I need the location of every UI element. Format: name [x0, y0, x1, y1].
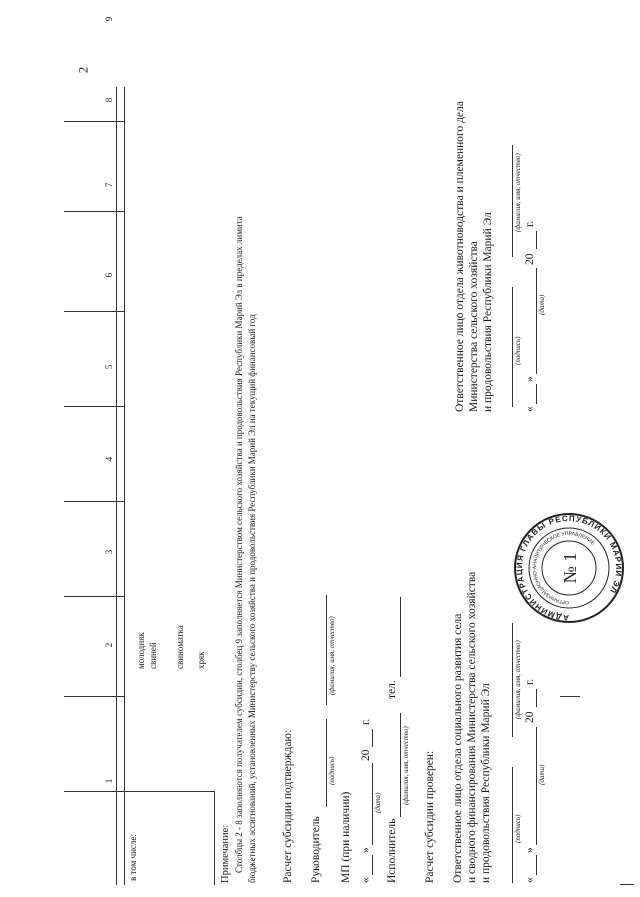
left-official-line-2: и сводного финансирования Министерства сельского хозяйства [466, 571, 478, 883]
right-date-quote-open: « [524, 406, 536, 412]
right-caption-name: (фамилия, имя, отчество) [514, 153, 522, 232]
seal-center-text: № 1 [560, 552, 580, 584]
tel-label: тел. [386, 680, 398, 699]
column-number-1: 1 [104, 778, 114, 784]
column-number-6: 6 [104, 272, 114, 278]
column-number-9: 9 [104, 16, 114, 22]
year-suffix: г. [360, 718, 372, 725]
page-number: 2 [75, 66, 91, 74]
left-official-line-3: и продовольствия Республики Марий Эл [480, 683, 492, 883]
date-quote-close: » [360, 847, 372, 853]
right-official-line-3: и продовольствия Республики Марий Эл [482, 212, 494, 412]
table-row-item: свиней [148, 642, 158, 669]
column-number-8: 8 [104, 97, 114, 103]
seal-inner-text: ОРГАНИЗАЦИОННО-АНАЛИТИЧЕСКОЕ УПРАВЛЕНИЕ [531, 530, 596, 606]
right-caption-signature: (подпись) [514, 336, 522, 365]
mp-label: МП (при наличии) [340, 791, 352, 883]
left-date-quote-close: » [524, 847, 536, 853]
right-year-suffix: г. [524, 220, 536, 227]
table-row-item: молодняк [136, 632, 146, 669]
left-year-suffix: г. [524, 678, 536, 685]
left-caption-name: (фамилия, имя, отчество) [514, 640, 522, 719]
divider [620, 884, 634, 885]
confirm-heading: Расчет субсидии подтверждаю: [282, 729, 294, 883]
checked-heading: Расчет субсидии проверен: [424, 750, 436, 883]
column-number-5: 5 [104, 364, 114, 370]
caption-executor-name: (фамилия, имя, отчество) [402, 726, 410, 805]
divider [560, 696, 580, 697]
table-row-label: в том числе: [128, 834, 138, 881]
official-seal [513, 504, 625, 632]
column-number-4: 4 [104, 456, 114, 462]
table-row-item: свиноматка [175, 625, 185, 669]
right-official-line-1: Ответственное лицо отдела животноводства и племенного дела [454, 101, 466, 412]
left-year-prefix: 20 [524, 711, 536, 723]
table-row-item: хряк [196, 651, 206, 669]
note-line-1: Столбцы 2 - 8 заполняются получателем субсидии, столбец 9 заполняется Министерством сельского хозяйства и продовольствия Республики Марий Эл в пределах лимита [234, 216, 244, 873]
note-line-2: бюджетных ассигнований, установленных Министерству сельского хозяйства и продовольствия Республики Марий Эл на текущий финансовый год [247, 314, 257, 883]
left-official-line-1: Ответственное лицо отдела социального развития села [452, 613, 464, 883]
executor-label: Исполнитель [386, 818, 398, 883]
left-caption-date: (дата) [538, 764, 546, 785]
head-label: Руководитель [310, 816, 322, 883]
right-year-prefix: 20 [524, 253, 536, 265]
column-number-2: 2 [104, 642, 114, 648]
note-title: Примечание: [220, 824, 231, 883]
year-prefix: 20 [360, 749, 372, 761]
right-caption-date: (дата) [538, 294, 546, 315]
caption-signature: (подпись) [328, 756, 336, 785]
caption-date: (дата) [374, 792, 382, 813]
seal-graphic [513, 504, 625, 632]
left-caption-signature: (подпись) [514, 814, 522, 843]
caption-name: (фамилия, имя, отчество) [328, 616, 336, 695]
right-date-quote-close: » [524, 376, 536, 382]
left-date-quote-open: « [524, 877, 536, 883]
right-official-line-2: Министерства сельского хозяйства [468, 241, 480, 412]
seal-outer-text: АДМИНИСТРАЦИЯ ГЛАВЫ РЕСПУБЛИКИ МАРИЙ ЭЛ [514, 513, 624, 623]
column-number-3: 3 [104, 549, 114, 555]
column-number-7: 7 [104, 182, 114, 188]
date-quote-open: « [360, 877, 372, 883]
